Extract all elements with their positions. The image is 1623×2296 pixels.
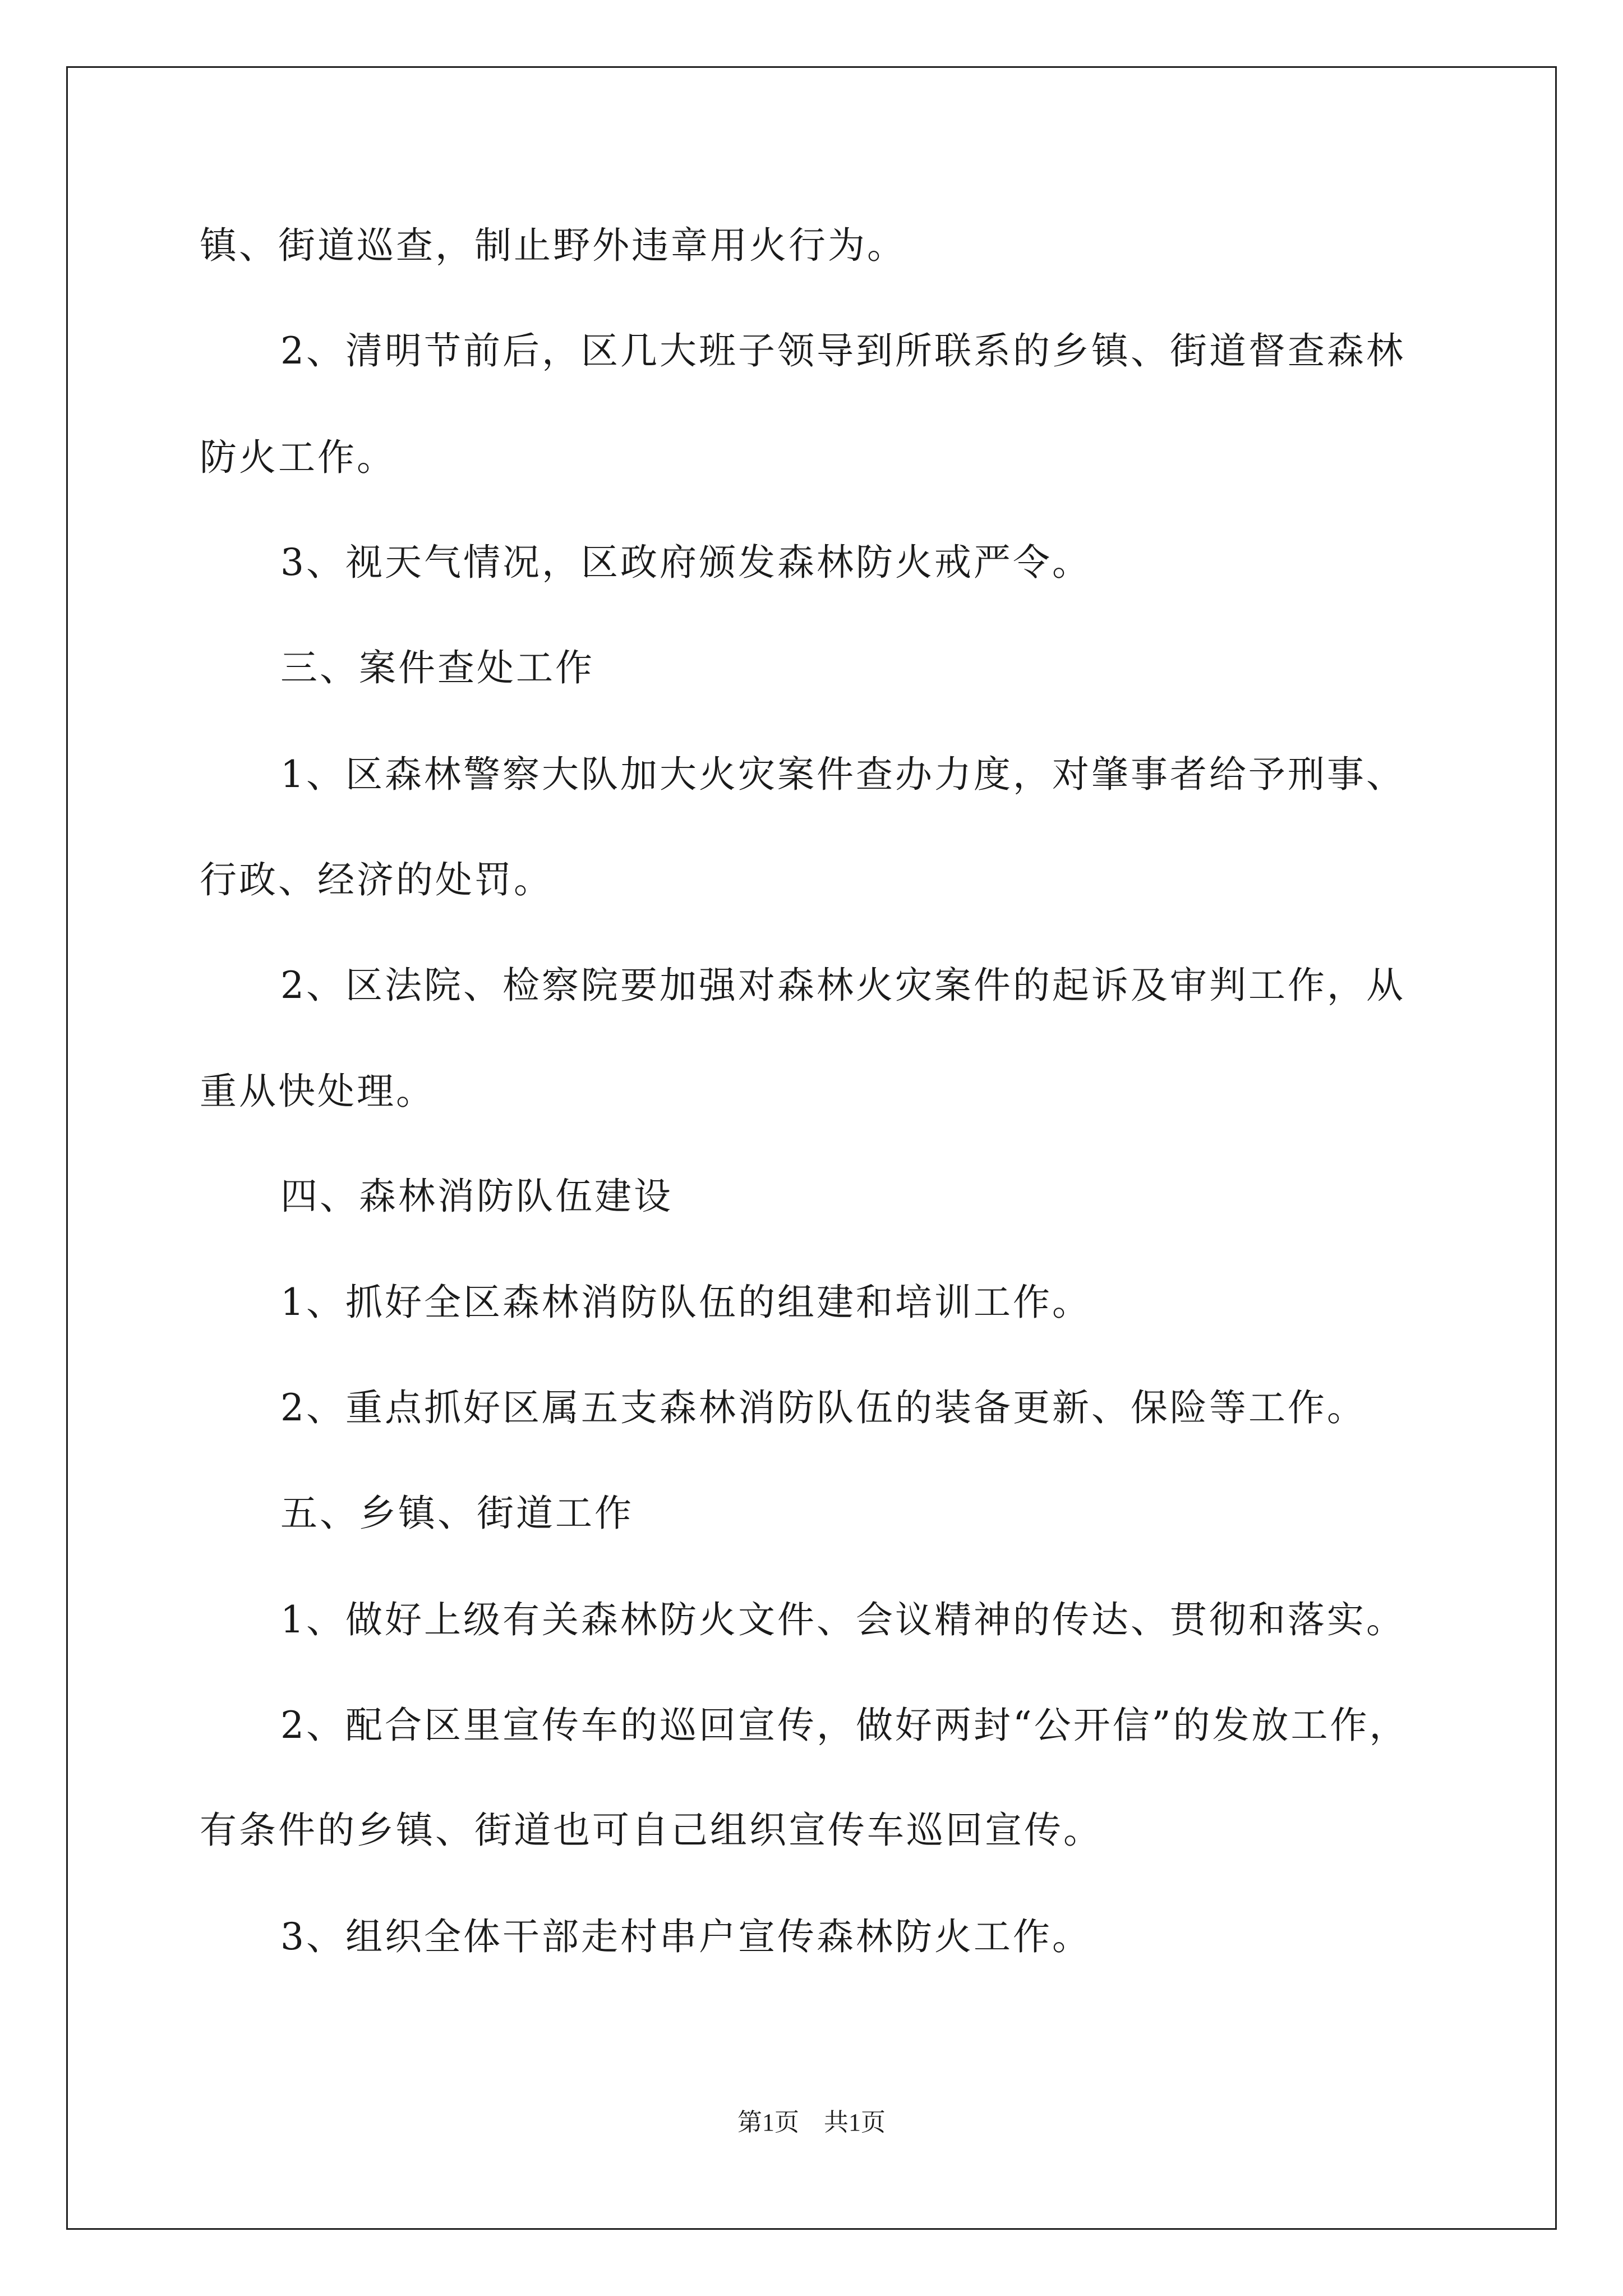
paragraph-line: 镇、街道巡查，制止野外违章用火行为。: [200, 224, 906, 267]
paragraph-line: 3、视天气情况，区政府颁发森林防火戒严令。: [280, 541, 1091, 584]
paragraph-line: 防火工作。: [200, 436, 396, 479]
paragraph-line: 1、做好上级有关森林防火文件、会议精神的传达、贯彻和落实。: [280, 1598, 1405, 1641]
section-heading: 五、乡镇、街道工作: [280, 1492, 634, 1535]
section-heading: 四、森林消防队伍建设: [280, 1175, 673, 1218]
paragraph-line: 行政、经济的处罚。: [200, 858, 553, 901]
paragraph-line: 重从快处理。: [200, 1070, 435, 1113]
paragraph-line: 有条件的乡镇、街道也可自己组织宣传车巡回宣传。: [200, 1809, 1103, 1852]
page-border: [66, 66, 1557, 2230]
paragraph-line: 1、抓好全区森林消防队伍的组建和培训工作。: [280, 1281, 1091, 1324]
paragraph-line: 2、区法院、检察院要加强对森林火灾案件的起诉及审判工作，从: [280, 964, 1405, 1007]
paragraph-line: 1、区森林警察大队加大火灾案件查办力度，对肇事者给予刑事、: [280, 753, 1405, 796]
paragraph-line: 2、配合区里宣传车的巡回宣传，做好两封“公开信”的发放工作，: [280, 1704, 1409, 1747]
paragraph-line: 2、清明节前后，区几大班子领导到所联系的乡镇、街道督查森林: [280, 329, 1405, 372]
section-heading: 三、案件查处工作: [280, 646, 594, 689]
page-footer: 第1页 共1页: [737, 2109, 886, 2136]
paragraph-line: 2、重点抓好区属五支森林消防队伍的装备更新、保险等工作。: [280, 1386, 1366, 1429]
paragraph-line: 3、组织全体干部走村串户宣传森林防火工作。: [280, 1915, 1091, 1958]
